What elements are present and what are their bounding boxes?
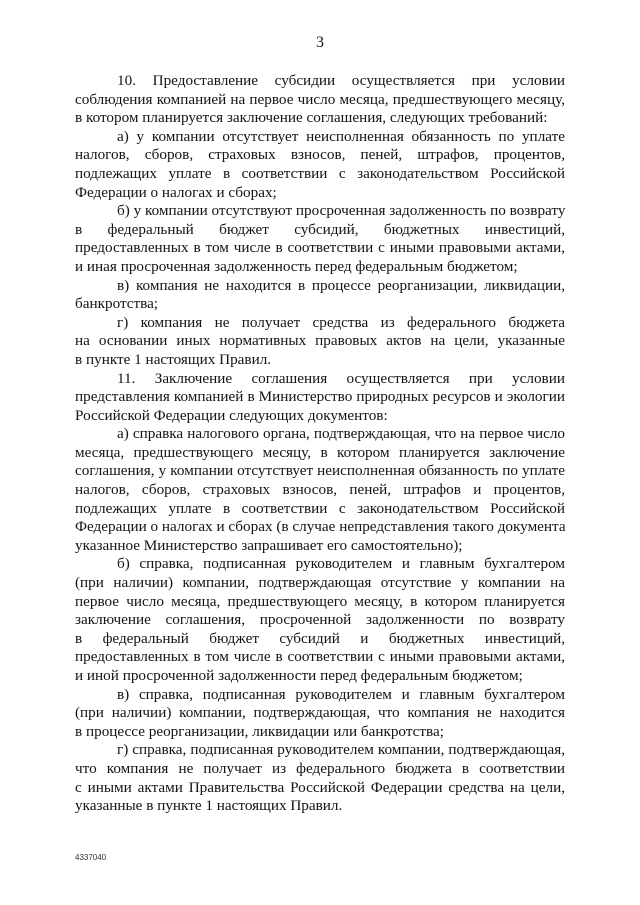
page-number: 3 [316, 34, 324, 51]
text-line: подлежащих уплате в соответствии с законодательством Российской [75, 164, 565, 182]
text-line: (при наличии) компании, подтверждающая, что компания не находится [75, 704, 565, 722]
text-line: а) у компании отсутствует неисполненная обязанность по уплате [117, 127, 565, 145]
text-line: Федерации о налогах и сборах; [75, 183, 277, 201]
text-line: в федеральный бюджет субсидий и бюджетных инвестиций, [75, 629, 565, 647]
text-line: первое число месяца, предшествующего месяцу, в котором планируется [75, 592, 565, 610]
text-line: в) справка, подписанная руководителем и главным бухгалтером [117, 685, 565, 703]
text-line: предоставленных в том числе в соответствии с иными правовыми актами, [75, 648, 565, 666]
text-line: с иными актами Правительства Российской Федерации средства на цели, [75, 778, 565, 796]
clause-10-b [75, 202, 565, 276]
text-line: указанное Министерство запрашивает его самостоятельно); [75, 536, 463, 554]
text-line: на основании иных нормативных правовых актов на цели, указанные [75, 332, 565, 350]
text-line: соблюдения компанией на первое число месяца, предшествующего месяцу, [75, 90, 565, 108]
text-line: в) компания не находится в процессе реорганизации, ликвидации, [117, 276, 565, 294]
text-line: налогов, сборов, страховых взносов, пеней, штрафов, процентов, [75, 146, 565, 164]
text-line: заключение соглашения, просроченной задолженности по возврату [75, 611, 565, 629]
clause-10 [75, 72, 565, 128]
text-line: г) справка, подписанная руководителем компании, подтверждающая, [117, 741, 565, 759]
text-line: (при наличии) компании, подтверждающая отсутствие у компании на [75, 574, 565, 592]
text-line: б) у компании отсутствуют просроченная задолженность по возврату [117, 202, 566, 220]
text-line: б) справка, подписанная руководителем и главным бухгалтером [117, 555, 565, 573]
text-line: и иной просроченной задолженности перед федеральным бюджетом; [75, 667, 523, 684]
text-line: 10. Предоставление субсидии осуществляется при условии [117, 72, 565, 89]
text-line: в пункте 1 настоящих Правил. [75, 350, 272, 368]
clause-10-a [75, 128, 565, 202]
text-line: Федерации о налогах и сборах (в случае непредставления такого документа [75, 518, 566, 536]
text-line: соглашения, у компании отсутствует неисполненная обязанность по уплате [75, 462, 565, 480]
clause-11-b [75, 555, 565, 685]
text-line: а) справка налогового органа, подтверждающая, что на первое число [117, 425, 565, 443]
text-line: подлежащих уплате в соответствии с законодательством Российской [75, 499, 565, 517]
text-line: Российской Федерации следующих документов: [75, 406, 388, 424]
clause-10-g [75, 314, 565, 370]
text-line: банкротства; [75, 295, 159, 313]
text-line: 11. Заключение соглашения осуществляется при условии [117, 369, 565, 387]
clause-10-v [75, 277, 565, 314]
text-line: предоставленных в том числе в соответствии с иными правовыми актами, [75, 239, 565, 257]
text-line: что компания не получает из федерального бюджета в соответствии [75, 759, 565, 777]
text-line: указанные в пункте 1 настоящих Правил. [75, 797, 343, 815]
clause-11-g [75, 741, 565, 815]
text-line: и иная просроченная задолженность перед федеральным бюджетом; [75, 257, 518, 275]
document-code: 4337040 [75, 853, 107, 862]
clause-11 [75, 370, 565, 426]
text-line: в процессе реорганизации, ликвидации или банкротства; [75, 722, 444, 740]
clause-11-a [75, 425, 565, 555]
document-body [75, 72, 565, 816]
text-line: в котором планируется заключение соглашения, следующих требований: [75, 109, 548, 127]
clause-11-v [75, 686, 565, 742]
text-line: в федеральный бюджет субсидий, бюджетных инвестиций, [75, 220, 565, 238]
text-line: налогов, сборов, страховых взносов, пеней, штрафов и процентов, [75, 481, 565, 499]
text-line: представления компанией в Министерство природных ресурсов и экологии [75, 388, 565, 406]
text-line: месяца, предшествующего месяцу, в котором планируется заключение [75, 443, 565, 461]
text-line: г) компания не получает средства из федерального бюджета [117, 313, 565, 331]
